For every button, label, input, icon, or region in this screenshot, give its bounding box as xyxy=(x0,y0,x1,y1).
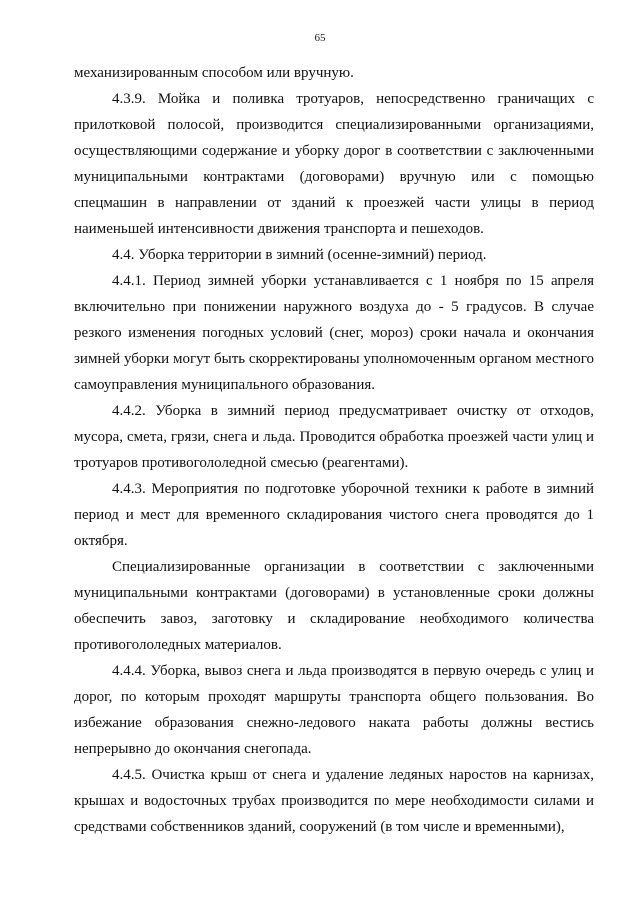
document-body xyxy=(74,60,594,840)
paragraph-4-4-2: 4.4.2. Уборка в зимний период предусматривает очистку от отходов, мусора, смета, грязи, снега и льда. Проводится обработка проезжей части улиц и тротуаров противогололедной смесью (реагентами). xyxy=(74,403,594,471)
page-number: 65 xyxy=(314,32,326,44)
paragraph-continuation: механизированным способом или вручную. xyxy=(74,65,354,81)
paragraph-4-4-4: 4.4.4. Уборка, вывоз снега и льда производятся в первую очередь с улиц и дорог, по которым проходят маршруты транспорта общего пользования. Во избежание образования снежно-ледового наката работы должны вестись непрерывно до окончания снегопада. xyxy=(74,663,594,757)
paragraph-specialized-organizations: Специализированные организации в соответствии с заключенными муниципальными контрактами (договорами) в установленные сроки должны обеспечить завоз, заготовку и складирование необходимого количества противогололедных материалов. xyxy=(74,559,594,653)
paragraph-4-3-9: 4.3.9. Мойка и поливка тротуаров, непосредственно граничащих с прилотковой полосой, производится специализированными организациями, осуществляющими содержание и уборку дорог в соответствии с заключенными муниципальными контрактами (договорами) вручную или с помощью спецмашин в направлении от зданий к проезжей части улицы в период наименьшей интенсивности движения транспорта и пешеходов. xyxy=(74,91,594,237)
paragraph-4-4-1: 4.4.1. Период зимней уборки устанавливается с 1 ноября по 15 апреля включительно при понижении наружного воздуха до - 5 градусов. В случае резкого изменения погодных условий (снег, мороз) сроки начала и окончания зимней уборки могут быть скорректированы уполномоченным органом местного самоуправления муниципального образования. xyxy=(74,273,594,393)
section-heading-4-4: 4.4. Уборка территории в зимний (осенне-зимний) период. xyxy=(112,247,487,263)
paragraph-4-4-5: 4.4.5. Очистка крыш от снега и удаление ледяных наростов на карнизах, крышах и водосточных трубах производится по мере необходимости силами и средствами собственников зданий, сооружений (в том числе и временными), xyxy=(74,767,594,835)
paragraph-4-4-3: 4.4.3. Мероприятия по подготовке уборочной техники к работе в зимний период и мест для временного складирования чистого снега проводятся до 1 октября. xyxy=(74,481,594,549)
